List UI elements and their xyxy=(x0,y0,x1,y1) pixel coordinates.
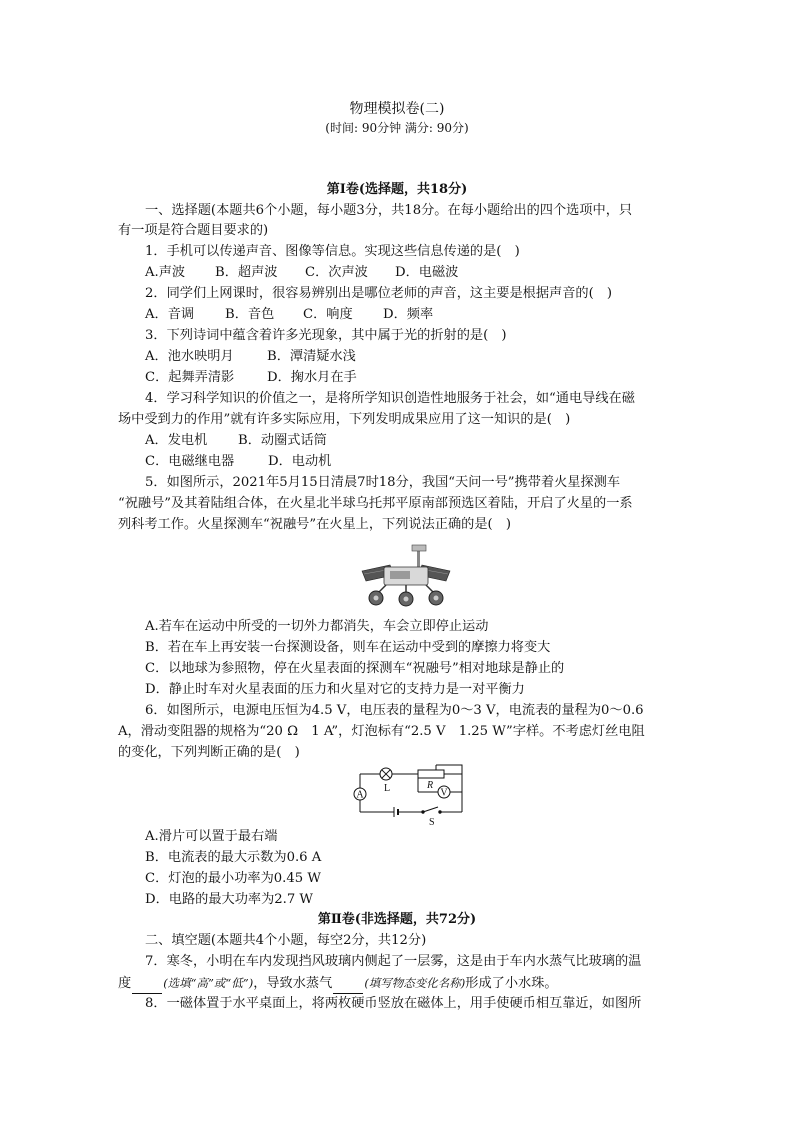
q7-line1: 7．寒冬，小明在车内发现挡风玻璃内侧起了一层雾，这是由于车内水蒸气比玻璃的温 xyxy=(145,954,642,969)
q3-option-a[interactable]: A．池水映明月 xyxy=(145,349,234,364)
q4-options-row1 xyxy=(145,431,327,451)
lamp-label: L xyxy=(384,783,391,794)
q7-blank-2[interactable] xyxy=(333,979,363,994)
q6-line1: 6．如图所示，电源电压恒为4.5 V，电压表的量程为0～3 V，电流表的量程为0～0.6 xyxy=(145,703,644,718)
q6-option-b[interactable]: B．电流表的最大示数为0.6 A xyxy=(145,850,322,865)
q7-text-a: 度 xyxy=(118,976,132,991)
q4-option-b[interactable]: B．动圈式话筒 xyxy=(238,433,327,448)
page-title: 物理模拟卷(二) xyxy=(349,101,445,117)
switch-label: S xyxy=(429,817,435,826)
q7-text-c: 形成了小水珠。 xyxy=(465,976,558,991)
q1-option-d[interactable]: D．电磁波 xyxy=(395,265,459,280)
lamp-symbol xyxy=(380,768,392,780)
rheostat-symbol xyxy=(418,765,462,778)
q6-option-d[interactable]: D．电路的最大功率为2.7 W xyxy=(145,892,313,907)
q1-option-c[interactable]: C．次声波 xyxy=(305,265,368,280)
q2-options xyxy=(145,305,433,325)
q4-option-c[interactable]: C．电磁继电器 xyxy=(145,454,235,469)
q7-blank-1[interactable] xyxy=(132,979,162,994)
q4-line2: 场中受到力的作用”就有许多实际应用，下列发明成果应用了这一知识的是( ) xyxy=(118,412,571,427)
q5-option-b[interactable]: B．若在车上再安装一台探测设备，则车在运动中受到的摩擦力将变大 xyxy=(145,640,551,655)
q3-option-c[interactable]: C．起舞弄清影 xyxy=(145,370,235,385)
q4-option-d[interactable]: D．电动机 xyxy=(268,454,332,469)
mars-rover-image xyxy=(360,543,452,609)
q1-option-a[interactable]: A.声波 xyxy=(145,265,186,280)
q1-options xyxy=(145,263,458,283)
q1-option-b[interactable]: B．超声波 xyxy=(215,265,278,280)
section2-line: 二、填空题(本题共4个小题，每空2分，共12分) xyxy=(145,933,427,948)
section1-line1: 一、选择题(本题共6个小题，每小题3分，共18分。在每小题给出的四个选项中，只 xyxy=(145,203,633,218)
q5-line3: 列科考工作。火星探测车“祝融号”在火星上，下列说法正确的是( ) xyxy=(118,517,512,532)
q4-option-a[interactable]: A．发电机 xyxy=(145,433,208,448)
q3-stem: 3．下列诗词中蕴含着许多光现象，其中属于光的折射的是( ) xyxy=(145,328,507,343)
q4-line1: 4．学习科学知识的价值之一，是将所学知识创造性地服务于社会，如“通电导线在磁 xyxy=(145,391,635,406)
part1-heading: 第Ⅰ卷(选择题，共18分) xyxy=(326,182,468,197)
q3-options-row1 xyxy=(145,347,356,367)
q1-stem: 1．手机可以传递声音、图像等信息。实现这些信息传递的是( ) xyxy=(145,244,520,259)
switch-symbol xyxy=(422,807,441,813)
circuit-diagram xyxy=(352,762,468,826)
q3-option-d[interactable]: D．掬水月在手 xyxy=(267,370,357,385)
q6-line3: 的变化，下列判断正确的是( ) xyxy=(118,745,300,760)
q5-line2: “祝融号”及其着陆组合体，在火星北半球乌托邦平原南部预选区着陆，开启了火星的一系 xyxy=(118,496,633,511)
q7-text-b: ，导致水蒸气 xyxy=(253,976,333,991)
q7-line2 xyxy=(118,973,558,994)
q7-hint-2: (填写物态变化名称) xyxy=(364,976,466,990)
part2-heading: 第Ⅱ卷(非选择题，共72分) xyxy=(317,912,477,927)
q2-option-b[interactable]: B．音色 xyxy=(225,307,275,322)
q2-option-d[interactable]: D．频率 xyxy=(383,307,434,322)
q4-options-row2 xyxy=(145,452,331,472)
section1-line2: 有一项是符合题目要求的) xyxy=(118,223,269,238)
q6-option-a[interactable]: A.滑片可以置于最右端 xyxy=(145,829,278,844)
q2-option-c[interactable]: C．响度 xyxy=(303,307,353,322)
q5-line1: 5．如图所示，2021年5月15日清晨7时18分，我国“天问一号”携带着火星探测车 xyxy=(145,475,621,490)
q6-line2: A，滑动变阻器的规格为“20 Ω 1 A”，灯泡标有“2.5 V 1.25 W”字样。不考虑灯丝电阻 xyxy=(118,724,645,739)
q2-stem: 2．同学们上网课时，很容易辨别出是哪位老师的声音，这主要是根据声音的( ) xyxy=(145,286,613,301)
q3-option-b[interactable]: B．潭清疑水浅 xyxy=(267,349,356,364)
q3-options-row2 xyxy=(145,368,357,388)
q8-line1: 8．一磁体置于水平桌面上，将两枚硬币竖放在磁体上，用手使硬币相互靠近，如图所 xyxy=(145,996,642,1011)
ammeter-label: A xyxy=(356,789,364,801)
voltmeter-label: V xyxy=(440,787,448,799)
resistor-label: R xyxy=(427,780,434,791)
q7-hint-1: (选填“高”或“低”) xyxy=(163,976,254,990)
battery-symbol xyxy=(394,807,398,817)
q5-option-c[interactable]: C．以地球为参照物，停在火星表面的探测车“祝融号”相对地球是静止的 xyxy=(145,661,565,676)
q6-option-c[interactable]: C．灯泡的最小功率为0.45 W xyxy=(145,871,321,886)
q5-option-d[interactable]: D．静止时车对火星表面的压力和火星对它的支持力是一对平衡力 xyxy=(145,682,525,697)
q2-option-a[interactable]: A．音调 xyxy=(145,307,195,322)
page-subtitle: (时间: 90分钟 满分: 90分) xyxy=(325,121,469,135)
q5-option-a[interactable]: A.若车在运动中所受的一切外力都消失，车会立即停止运动 xyxy=(145,619,489,634)
